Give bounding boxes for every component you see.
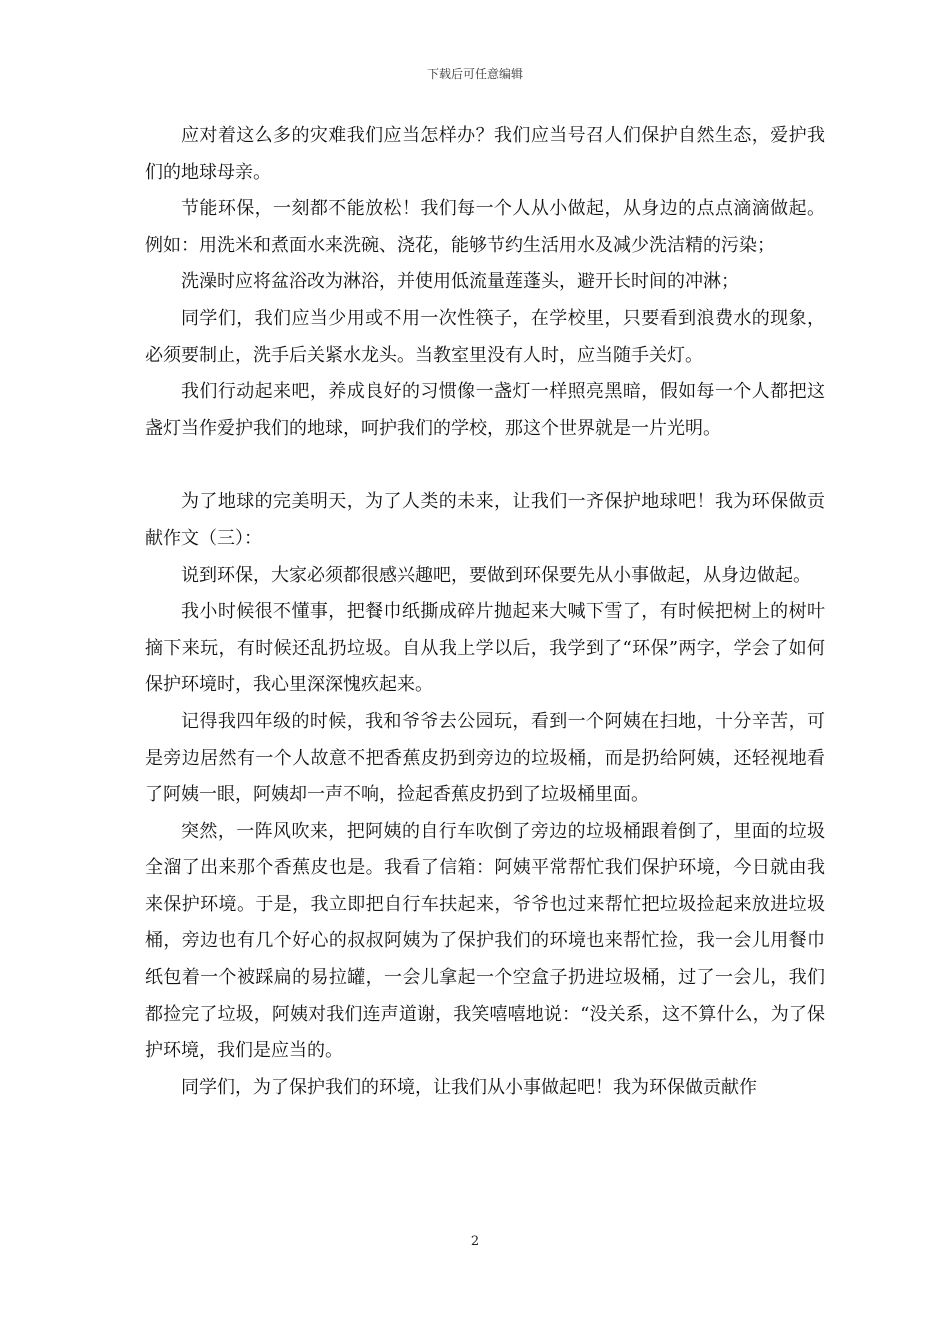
- page-header: 下载后可任意编辑: [426, 67, 523, 81]
- paragraph: 同学们，为了保护我们的环境，让我们从小事做起吧！我为环保做贡献作: [181, 1076, 757, 1098]
- paragraph: 同学们，我们应当少用或不用一次性筷子，在学校里，只要看到浪费水的现象，必须要制止，洗手后关紧水龙头。当教室里没有人时，应当随手关灯。: [145, 307, 825, 366]
- paragraph: 突然，一阵风吹来，把阿姨的自行车吹倒了旁边的垃圾桶跟着倒了，里面的垃圾全溜了出来那个香蕉皮也是。我看了信箱：阿姨平常帮忙我们保护环境，今日就由我来保护环境。于是，我立即把自行车扶起来，爷爷也过来帮忙把垃圾捡起来放进垃圾桶，旁边也有几个好心的叔叔阿姨为了保护我们的环境也来帮忙捡，我一会儿用餐巾纸包着一个被踩扁的易拉罐，一会儿拿起一个空盒子扔进垃圾桶，过了一会儿，我们都捡完了垃圾，阿姨对我们连声道谢，我笑嘻嘻地说：“没关系，这不算什么，为了保护环境，我们是应当的。: [145, 820, 825, 1062]
- document-body: [145, 118, 825, 1106]
- paragraph: 洗澡时应将盆浴改为淋浴，并使用低流量莲蓬头，避开长时间的冲淋；: [181, 271, 739, 293]
- paragraph: 我小时候很不懂事，把餐巾纸撕成碎片抛起来大喊下雪了，有时候把树上的树叶摘下来玩，有时候还乱扔垃圾。自从我上学以后，我学到了“环保”两字，学会了如何保护环境时，我心里深深愧疚起来。: [145, 601, 825, 696]
- paragraph: 我们行动起来吧，养成良好的习惯像一盏灯一样照亮黑暗，假如每一个人都把这盏灯当作爱护我们的地球，呵护我们的学校，那这个世界就是一片光明。: [145, 381, 825, 439]
- paragraph: 节能环保，一刻都不能放松！我们每一个人从小做起，从身边的点点滴滴做起。例如：用洗米和煮面水来洗碗、浇花，能够节约生活用水及减少洗洁精的污染；: [145, 198, 825, 256]
- paragraph: 为了地球的完美明天，为了人类的未来，让我们一齐保护地球吧！我为环保做贡献作文（三）：: [145, 491, 825, 549]
- paragraph: 记得我四年级的时候，我和爷爷去公园玩，看到一个阿姨在扫地，十分辛苦，可是旁边居然有一个人故意不把香蕉皮扔到旁边的垃圾桶，而是扔给阿姨，还轻视地看了阿姨一眼，阿姨却一声不响，捡起香蕉皮扔到了垃圾桶里面。: [145, 710, 825, 806]
- paragraph-gap: [145, 447, 825, 484]
- page-number: 2: [470, 1234, 480, 1249]
- paragraph: 应对着这么多的灾难我们应当怎样办？我们应当号召人们保护自然生态，爱护我们的地球母亲。: [145, 125, 825, 183]
- paragraph: 说到环保，大家必须都很感兴趣吧，要做到环保要先从小事做起，从身边做起。: [181, 564, 811, 586]
